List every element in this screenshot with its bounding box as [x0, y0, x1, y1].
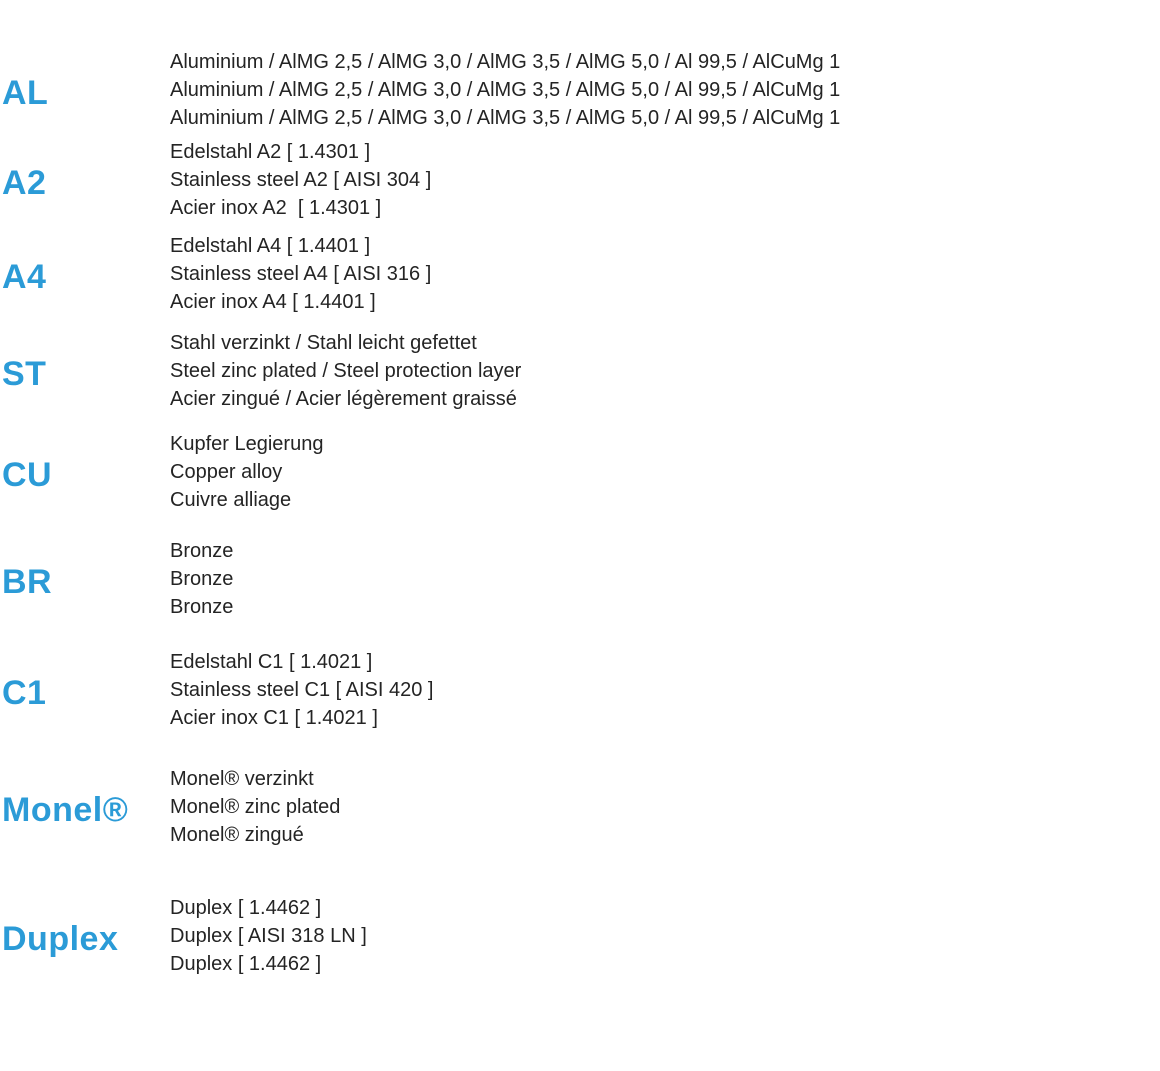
material-desc-de: Edelstahl A4 [ 1.4401 ] — [170, 235, 371, 257]
material-code: BR — [2, 563, 53, 601]
material-description-column — [170, 48, 1160, 132]
material-desc-en: Bronze — [170, 568, 234, 590]
material-code: AL — [2, 74, 49, 112]
material-desc-fr: Acier inox C1 [ 1.4021 ] — [170, 707, 378, 729]
material-code: Duplex — [2, 920, 119, 958]
material-code-column — [0, 673, 170, 712]
material-code: CU — [2, 456, 53, 494]
material-row-monel — [0, 765, 1160, 849]
material-code: A4 — [2, 258, 47, 296]
material-desc-fr: Bronze — [170, 596, 234, 618]
material-desc-de: Duplex [ 1.4462 ] — [170, 897, 322, 919]
material-desc-fr: Cuivre alliage — [170, 489, 292, 511]
material-row-a2 — [0, 138, 1160, 222]
material-desc-de: Edelstahl A2 [ 1.4301 ] — [170, 141, 371, 163]
material-desc-en: Steel zinc plated / Steel protection layer — [170, 360, 522, 382]
material-code: C1 — [2, 674, 47, 712]
material-desc-fr: Aluminium / AlMG 2,5 / AlMG 3,0 / AlMG 3,5 / AlMG 5,0 / Al 99,5 / AlCuMg 1 — [170, 107, 841, 129]
material-description-column — [170, 765, 1160, 849]
material-desc-en: Stainless steel A4 [ AISI 316 ] — [170, 263, 432, 285]
material-description-column — [170, 138, 1160, 222]
material-desc-fr: Duplex [ 1.4462 ] — [170, 953, 322, 975]
material-desc-de: Aluminium / AlMG 2,5 / AlMG 3,0 / AlMG 3,5 / AlMG 5,0 / Al 99,5 / AlCuMg 1 — [170, 51, 841, 73]
material-desc-en: Stainless steel A2 [ AISI 304 ] — [170, 169, 432, 191]
material-desc-de: Stahl verzinkt / Stahl leicht gefettet — [170, 332, 477, 354]
material-code-column — [0, 163, 170, 202]
material-code-column — [0, 919, 170, 958]
material-code-column — [0, 354, 170, 393]
material-row-al — [0, 48, 1160, 132]
material-row-cu — [0, 430, 1160, 514]
material-row-duplex — [0, 894, 1160, 978]
material-desc-en: Stainless steel C1 [ AISI 420 ] — [170, 679, 434, 701]
material-code-column — [0, 455, 170, 494]
material-code-column — [0, 73, 170, 112]
material-description-column — [170, 894, 1160, 978]
material-desc-fr: Monel® zingué — [170, 824, 304, 846]
material-code-column — [0, 257, 170, 296]
material-code-column — [0, 790, 170, 829]
material-description-column — [170, 648, 1160, 732]
material-description-column — [170, 430, 1160, 514]
material-desc-en: Duplex [ AISI 318 LN ] — [170, 925, 367, 947]
material-code: A2 — [2, 164, 47, 202]
material-desc-de: Bronze — [170, 540, 234, 562]
material-desc-fr: Acier inox A4 [ 1.4401 ] — [170, 291, 376, 313]
material-row-a4 — [0, 232, 1160, 316]
material-desc-de: Edelstahl C1 [ 1.4021 ] — [170, 651, 373, 673]
material-description-column — [170, 232, 1160, 316]
material-code: Monel® — [2, 791, 129, 829]
material-desc-en: Monel® zinc plated — [170, 796, 341, 818]
material-code: ST — [2, 355, 47, 393]
material-description-column — [170, 537, 1160, 621]
material-desc-fr: Acier zingué / Acier légèrement graissé — [170, 388, 517, 410]
material-row-c1 — [0, 648, 1160, 732]
material-code-column — [0, 562, 170, 601]
material-desc-en: Aluminium / AlMG 2,5 / AlMG 3,0 / AlMG 3,5 / AlMG 5,0 / Al 99,5 / AlCuMg 1 — [170, 79, 841, 101]
material-row-st — [0, 329, 1160, 413]
material-description-column — [170, 329, 1160, 413]
material-row-br — [0, 537, 1160, 621]
material-desc-de: Kupfer Legierung — [170, 433, 324, 455]
material-desc-fr: Acier inox A2 [ 1.4301 ] — [170, 197, 382, 219]
material-desc-en: Copper alloy — [170, 461, 283, 483]
material-desc-de: Monel® verzinkt — [170, 768, 314, 790]
